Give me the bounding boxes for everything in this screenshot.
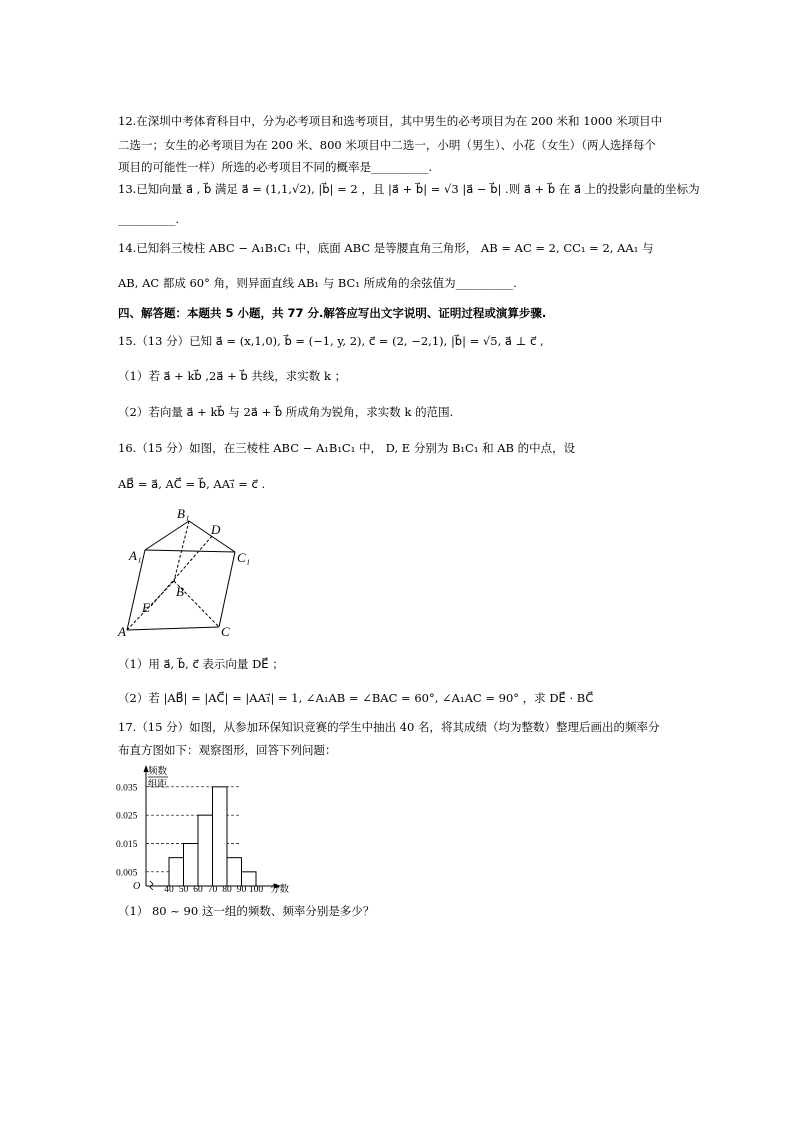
x-tick-label: 80 — [222, 885, 232, 895]
label-A: A — [118, 624, 126, 639]
frequency-histogram — [110, 760, 310, 895]
label-D: D — [211, 522, 221, 537]
edge-A1-C1 — [145, 550, 235, 552]
histogram-bar — [242, 872, 257, 886]
label-C: C — [221, 624, 230, 639]
histogram-bar — [213, 787, 228, 886]
y-tick-label: 0.035 — [116, 783, 138, 794]
x-tick-label: 70 — [207, 885, 218, 895]
q12-line2: 二选一；女生的必考项目为在 200 米、800 米项目中二选一，小明（男生）、小花（女生）（两人选择每个 — [118, 138, 656, 152]
q15-part1: （1）若 a⃗ + kb⃗ ,2a⃗ + b⃗ 共线，求实数 k ； — [118, 369, 347, 383]
q16-vectors: AB⃗ = a⃗, AC⃗ = b⃗, AA₁⃗ = c⃗ . — [118, 477, 266, 491]
edge-C1-C — [219, 552, 235, 627]
q15-stem: 15.（13 分）已知 a⃗ = (x,1,0), b⃗ = (−1, y, 2), c⃗ = (2, −2,1), |b⃗| = √5, a⃗ ⊥ c⃗ , — [118, 334, 544, 348]
x-tick-label: 90 — [236, 885, 247, 895]
label-E: E — [142, 600, 150, 615]
x-tick-label: 50 — [178, 885, 189, 895]
section4-heading: 四、解答题：本题共 5 小题，共 77 分.解答应写出文字说明、证明过程或演算步骤. — [118, 306, 547, 320]
x-tick-label: 100 — [248, 885, 264, 895]
q16-stem: 16.（15 分）如图，在三棱柱 ABC − A₁B₁C₁ 中， D, E 分别为 B₁C₁ 和 AB 的中点，设 — [118, 441, 576, 455]
label-A1: A₁ — [129, 548, 142, 563]
prism-figure — [115, 505, 265, 640]
q14-line2: AB, AC 都成 60° 角，则异面直线 AB₁ 与 BC₁ 所成角的余弦值为__________. — [118, 276, 517, 290]
edge-A-B — [127, 581, 174, 630]
label-B1: B₁ — [177, 506, 190, 521]
origin-label: O — [133, 881, 141, 892]
y-tick-label: 0.025 — [116, 811, 138, 822]
q17-stem2: 布直方图如下：观察图形，回答下列问题： — [118, 743, 337, 757]
histogram-bar — [227, 858, 242, 886]
q13-line2: __________. — [118, 212, 180, 226]
x-tick-label: 40 — [164, 885, 174, 895]
q12-line1: 12.在深圳中考体育科目中，分为必考项目和选考项目，其中男生的必考项目为在 200 米和 1000 米项目中 — [118, 114, 663, 128]
histogram-bar — [198, 815, 213, 886]
y-tick-label: 0.005 — [116, 868, 138, 879]
xlabel: 分数 — [270, 885, 290, 895]
q17-stem1: 17.（15 分）如图，从参加环保知识竞赛的学生中抽出 40 名，将其成绩（均为整数）整理后画出的频率分 — [118, 720, 660, 734]
label-B: B — [176, 584, 184, 599]
q15-part2: （2）若向量 a⃗ + kb⃗ 与 2a⃗ + b⃗ 所成角为锐角，求实数 k 的范围. — [118, 405, 454, 419]
edge-A-C — [127, 627, 219, 630]
q17-part1: （1） 80 ~ 90 这一组的频数、频率分别是多少？ — [118, 904, 375, 918]
ylabel-top: 频数 — [148, 767, 168, 777]
label-C1: C₁ — [237, 550, 251, 565]
q14-line1: 14.已知斜三棱柱 ABC − A₁B₁C₁ 中，底面 ABC 是等腰直角三角形， AB = AC = 2, CC₁ = 2, AA₁ 与 — [118, 241, 654, 255]
histogram-bar — [184, 844, 199, 887]
x-tick-label: 60 — [193, 885, 203, 895]
y-tick-label: 0.015 — [116, 840, 138, 850]
histogram-bar — [169, 858, 184, 886]
ylabel-bottom: 组距 — [148, 780, 168, 790]
q16-part2: （2）若 |AB⃗| = |AC⃗| = |AA₁⃗| = 1, ∠A₁AB = ∠BAC = 60°, ∠A₁AC = 90° ，求 DE⃗ · BC⃗ — [118, 691, 594, 705]
q12-line3: 项目的可能性一样）所选的必考项目不同的概率是__________. — [118, 160, 433, 174]
q13-line1: 13.已知向量 a⃗ , b⃗ 满足 a⃗ = (1,1,√2), |b⃗| = 2 ，且 |a⃗ + b⃗| = √3 |a⃗ − b⃗| .则 a⃗ + b⃗ 在 a⃗ 上的投影向量的坐标为 — [118, 182, 700, 196]
q16-part1: （1）用 a⃗, b⃗, c⃗ 表示向量 DE⃗ ； — [118, 657, 284, 671]
